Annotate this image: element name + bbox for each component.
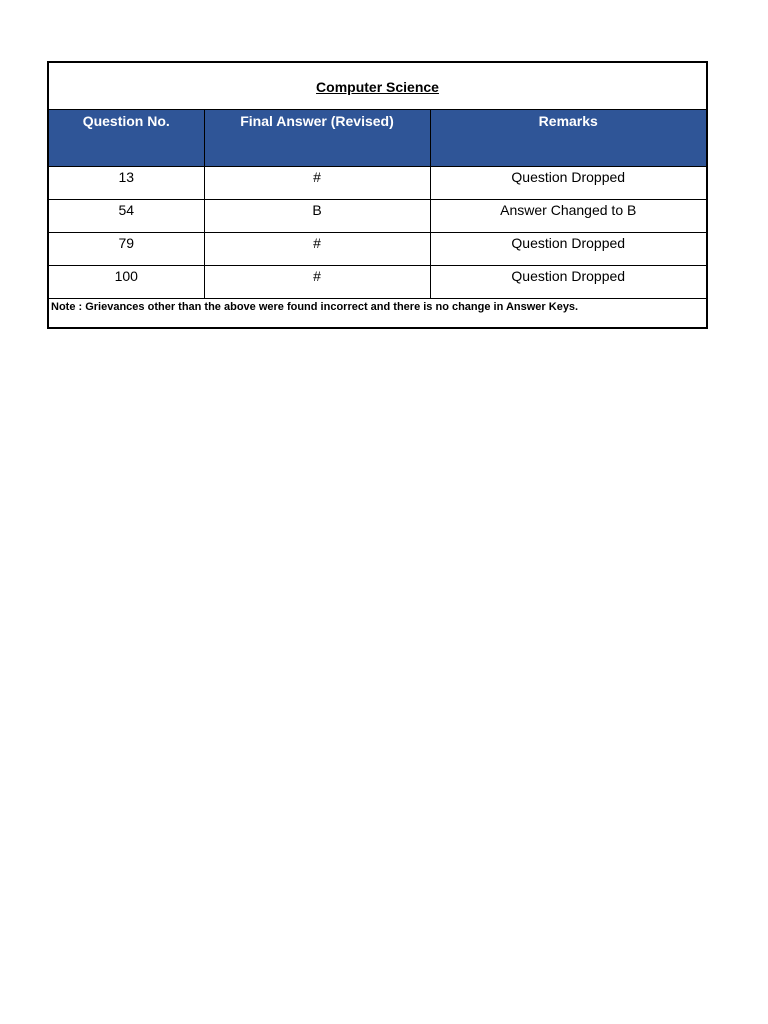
table-row (49, 233, 706, 266)
answer-key-table (49, 110, 706, 299)
column-header-question-no: Question No. (49, 110, 204, 167)
question-no-cell: 54 (49, 200, 204, 233)
remarks-cell: Answer Changed to B (430, 200, 706, 233)
column-header-final-answer: Final Answer (Revised) (204, 110, 430, 167)
remarks-cell: Question Dropped (430, 167, 706, 200)
question-no-cell: 79 (49, 233, 204, 266)
question-no-cell: 13 (49, 167, 204, 200)
table-row (49, 167, 706, 200)
question-no-cell: 100 (49, 266, 204, 299)
sheet-title: Computer Science (316, 79, 439, 95)
footnote: Note : Grievances other than the above were found incorrect and there is no change in Answer Keys. (51, 301, 579, 313)
title-row (49, 63, 706, 110)
remarks-cell: Question Dropped (430, 266, 706, 299)
final-answer-cell: # (204, 233, 430, 266)
final-answer-cell: # (204, 266, 430, 299)
table-row (49, 200, 706, 233)
header-row (49, 110, 706, 167)
column-header-remarks: Remarks (430, 110, 706, 167)
answer-key-sheet (47, 61, 708, 329)
final-answer-cell: # (204, 167, 430, 200)
final-answer-cell: B (204, 200, 430, 233)
remarks-cell: Question Dropped (430, 233, 706, 266)
table-row (49, 266, 706, 299)
